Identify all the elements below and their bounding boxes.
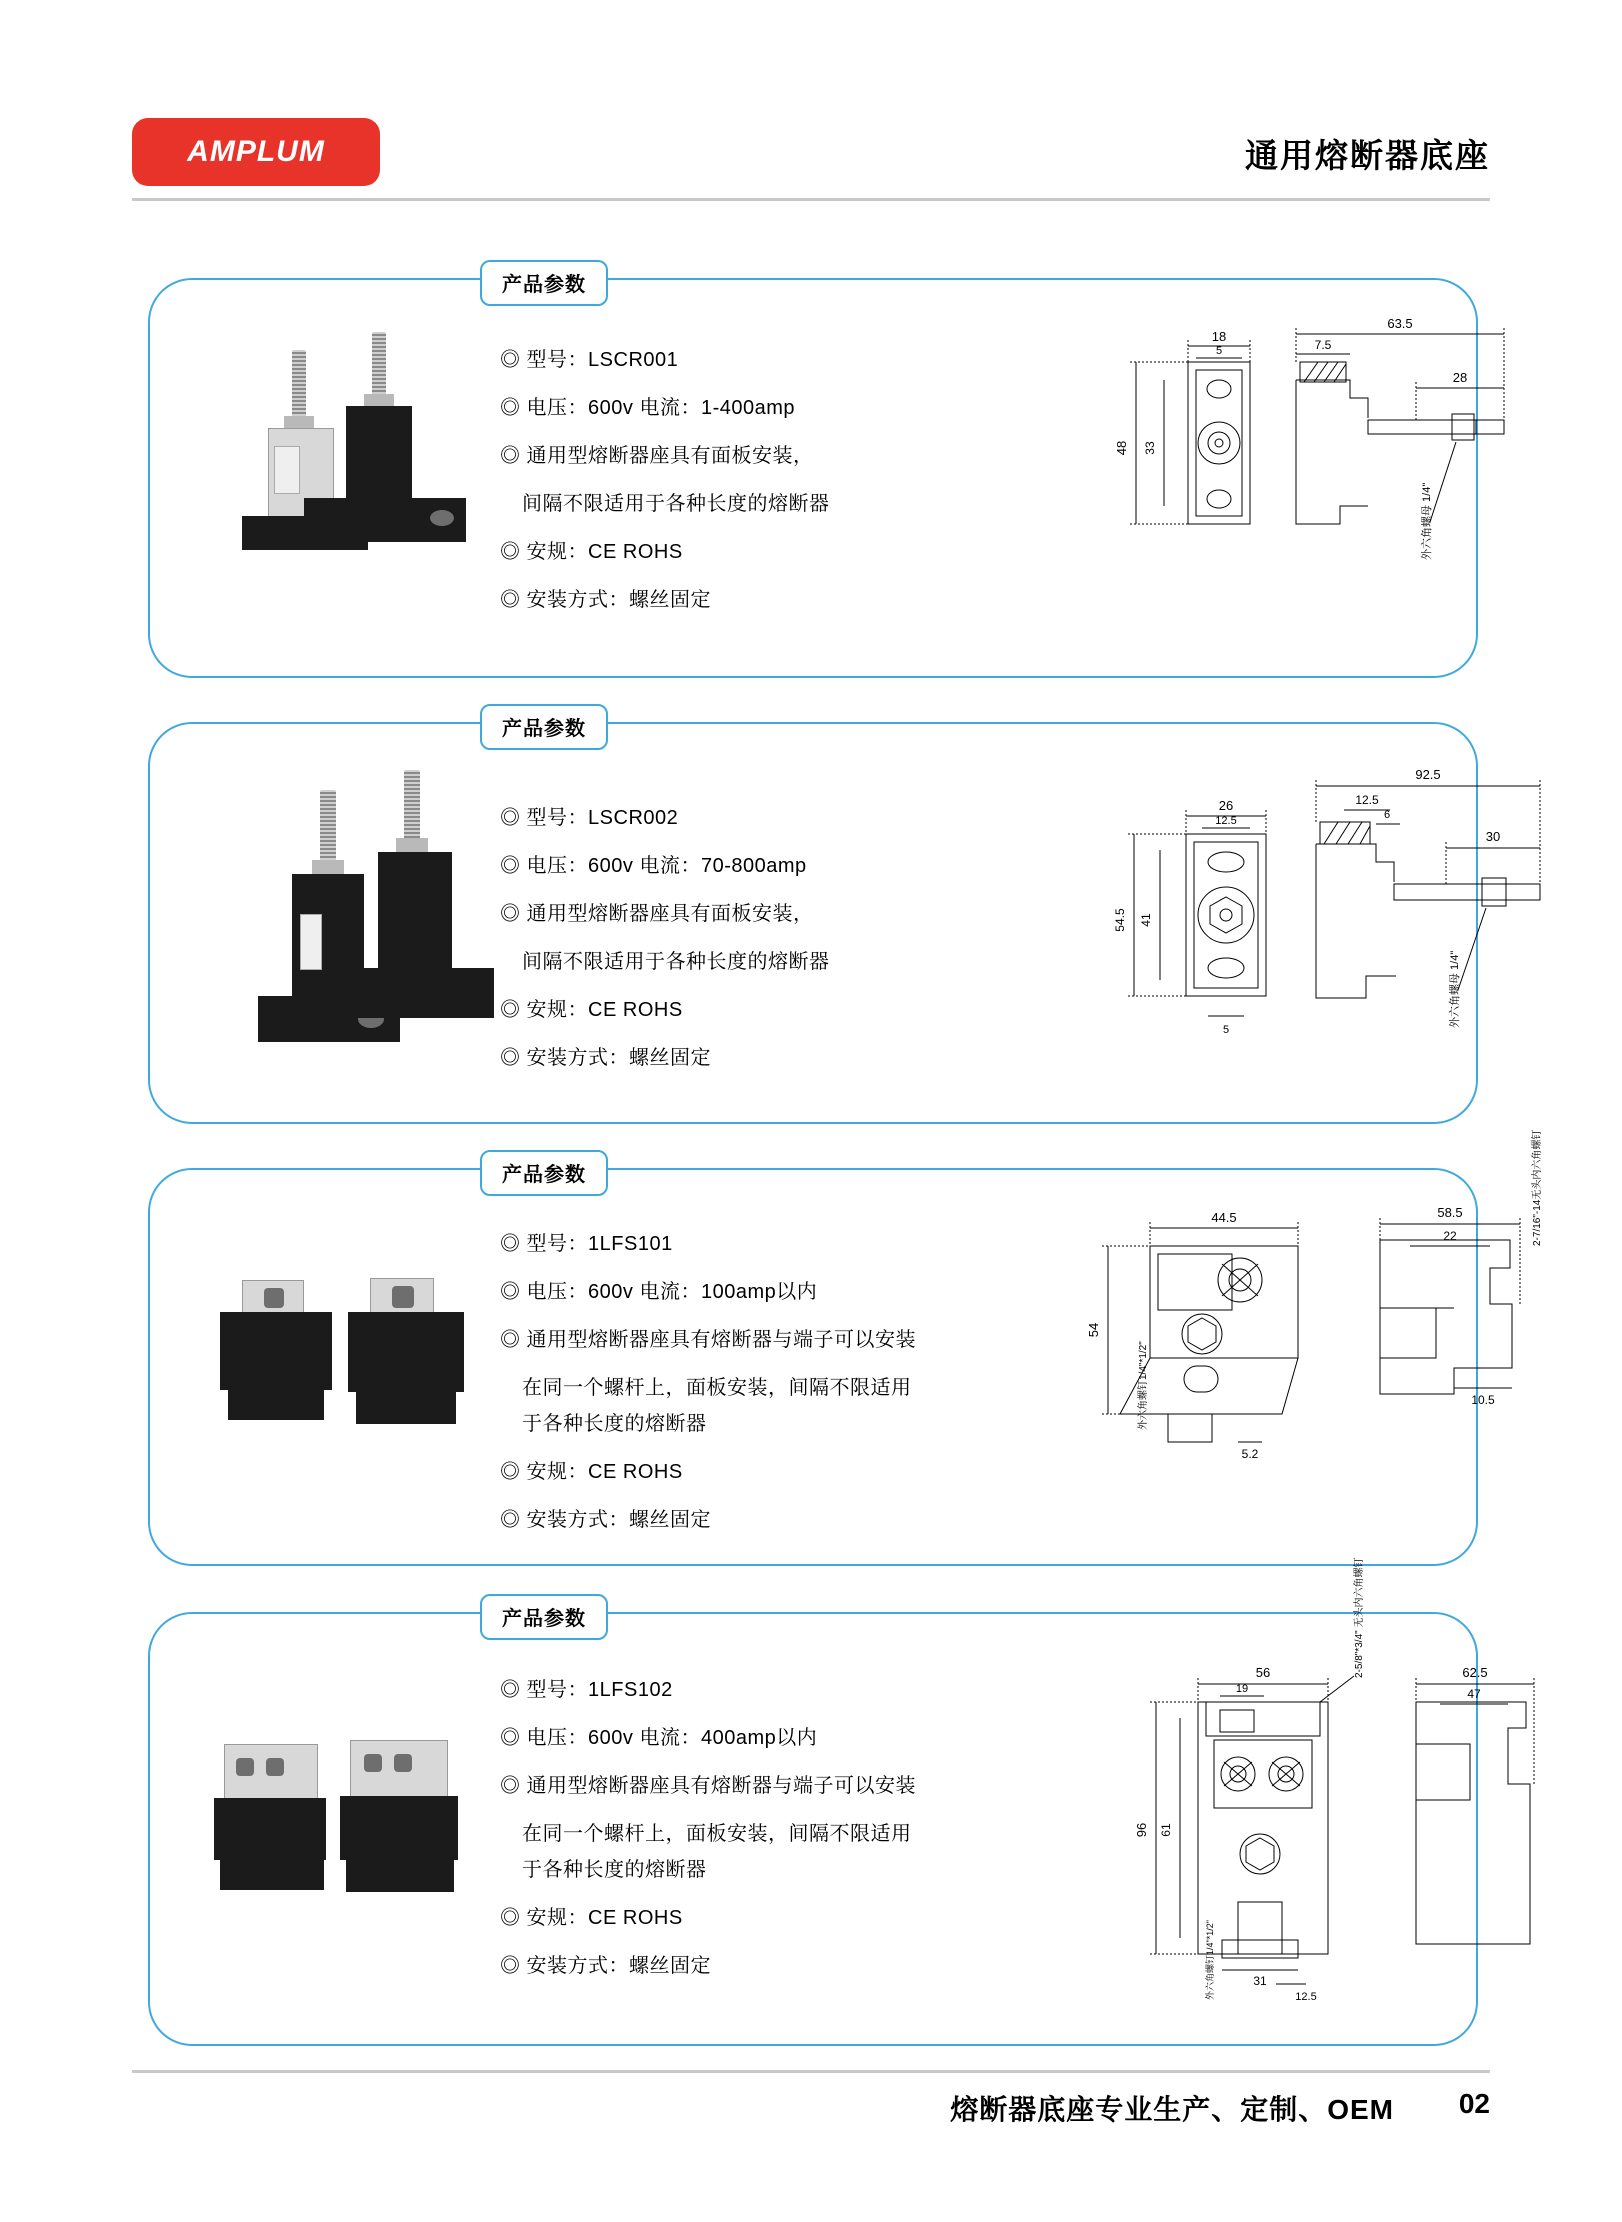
note-hex-nut: 外六角螺母 1/4" bbox=[1449, 950, 1461, 1028]
spec-mounting: ◎ 安装方式：螺丝固定 bbox=[500, 1955, 712, 1977]
dim-18: 18 bbox=[1211, 329, 1227, 344]
product-photo-1lfs102 bbox=[180, 1714, 490, 1944]
spec-voltage: ◎ 电压：600v 电流：100amp以内 bbox=[500, 1281, 818, 1303]
spec-desc-2: 间隔不限适用于各种长度的熔断器 bbox=[522, 951, 830, 973]
base-right bbox=[342, 968, 494, 1018]
dim-545: 54.5 bbox=[1113, 908, 1127, 932]
note-hex-nut: 外六角螺母 1/4" bbox=[1421, 482, 1433, 560]
screw-right-1 bbox=[364, 1754, 382, 1772]
drawing-svg bbox=[1090, 752, 1620, 1092]
product-card-1lfs101 bbox=[148, 1129, 1543, 1566]
product-photo-lscr002 bbox=[180, 764, 480, 1074]
body-left bbox=[214, 1798, 326, 1860]
spec-desc-1: ◎ 通用型熔断器座具有熔断器与端子可以安装 bbox=[500, 1329, 917, 1351]
stud-right bbox=[404, 770, 420, 842]
note-hex-screw: 外六角螺钉1/4"*1/2" bbox=[1138, 1341, 1149, 1430]
footer-text: 熔断器底座专业生产、定制、OEM bbox=[950, 2094, 1394, 2125]
body-right bbox=[346, 406, 412, 502]
dim-52: 5.2 bbox=[1241, 1447, 1259, 1461]
product-card-lscr002 bbox=[148, 718, 1501, 1124]
spec-desc-1: ◎ 通用型熔断器座具有面板安装， bbox=[500, 903, 814, 925]
spec-mounting: ◎ 安装方式：螺丝固定 bbox=[500, 1509, 712, 1531]
dim-28: 28 bbox=[1452, 370, 1468, 385]
drawing-svg bbox=[1050, 1129, 1610, 1538]
dim-56: 56 bbox=[1255, 1665, 1271, 1680]
spec-voltage: ◎ 电压：600v 电流：400amp以内 bbox=[500, 1727, 818, 1749]
dim-125: 12.5 bbox=[1215, 815, 1237, 827]
dim-54: 54 bbox=[1086, 1322, 1101, 1338]
dim-22: 22 bbox=[1443, 1229, 1457, 1243]
dim-625: 62.5 bbox=[1462, 1665, 1488, 1680]
card-label: 产品参数 bbox=[480, 1150, 608, 1196]
screw-left-1 bbox=[236, 1758, 254, 1776]
product-card-lscr001 bbox=[148, 274, 1478, 678]
spec-standard: ◎ 安规：CE ROHS bbox=[500, 541, 683, 563]
dim-19: 19 bbox=[1235, 1683, 1249, 1695]
body-right bbox=[340, 1796, 458, 1860]
dim-925: 92.5 bbox=[1415, 767, 1441, 782]
foot-right bbox=[346, 1856, 454, 1892]
page-number: 02 bbox=[1458, 2088, 1490, 2119]
dim-75: 7.5 bbox=[1314, 338, 1332, 352]
body-right bbox=[378, 852, 452, 972]
tech-drawing-lscr001 bbox=[1100, 310, 1620, 650]
spec-list-lscr002 bbox=[500, 800, 830, 1088]
stud-left bbox=[320, 790, 336, 866]
note-set-screw: 2-5/8"*3/4" 无头内六角螺钉 bbox=[1354, 1557, 1365, 1678]
dim-5: 5 bbox=[1222, 1024, 1230, 1036]
note-hex-screw: 外六角螺钉1/4"*1/2" bbox=[1205, 1920, 1215, 2000]
dim-6: 6 bbox=[1383, 809, 1391, 821]
spec-desc-2: 间隔不限适用于各种长度的熔断器 bbox=[522, 493, 830, 515]
stud-left bbox=[292, 350, 306, 420]
product-card-1lfs102 bbox=[148, 1557, 1488, 2046]
spec-standard: ◎ 安规：CE ROHS bbox=[500, 1461, 683, 1483]
page-footer bbox=[132, 2070, 1490, 2130]
spec-voltage: ◎ 电压：600v 电流：1-400amp bbox=[500, 397, 796, 419]
page-header bbox=[132, 118, 1490, 196]
spec-model: ◎ 型号：LSCR001 bbox=[500, 349, 679, 371]
tech-drawing-1lfs101 bbox=[1050, 1129, 1610, 1538]
body-left bbox=[220, 1312, 332, 1390]
page-title: 通用熔断器底座 bbox=[1245, 137, 1490, 174]
dim-635: 63.5 bbox=[1387, 316, 1413, 331]
foot-right bbox=[356, 1388, 456, 1424]
footer-divider bbox=[132, 2070, 1490, 2073]
screw-left bbox=[264, 1288, 284, 1308]
dim-33: 33 bbox=[1143, 441, 1157, 455]
dim-96: 96 bbox=[1134, 1822, 1149, 1838]
spec-standard: ◎ 安规：CE ROHS bbox=[500, 999, 683, 1021]
tech-drawing-lscr002 bbox=[1090, 752, 1620, 1092]
brand-logo bbox=[132, 118, 380, 186]
spec-standard: ◎ 安规：CE ROHS bbox=[500, 1907, 683, 1929]
dim-445: 44.5 bbox=[1211, 1210, 1237, 1225]
body-label-left bbox=[300, 914, 322, 970]
card-label: 产品参数 bbox=[480, 260, 608, 306]
spec-mounting: ◎ 安装方式：螺丝固定 bbox=[500, 589, 712, 611]
dim-31: 31 bbox=[1253, 1974, 1267, 1988]
spec-list-1lfs101 bbox=[500, 1226, 916, 1550]
dim-61: 61 bbox=[1159, 1823, 1173, 1837]
drawing-svg bbox=[1110, 1557, 1610, 2014]
spec-model: ◎ 型号：LSCR002 bbox=[500, 807, 679, 829]
spec-desc-1: ◎ 通用型熔断器座具有熔断器与端子可以安装 bbox=[500, 1775, 917, 1797]
foot-left bbox=[220, 1856, 324, 1890]
product-photo-1lfs101 bbox=[180, 1250, 480, 1480]
screw-left-2 bbox=[266, 1758, 284, 1776]
spec-desc-3: 于各种长度的熔断器 bbox=[522, 1859, 707, 1881]
dim-26: 26 bbox=[1218, 798, 1234, 813]
product-photo-lscr001 bbox=[180, 328, 470, 628]
screw-right bbox=[392, 1286, 414, 1308]
spec-voltage: ◎ 电压：600v 电流：70-800amp bbox=[500, 855, 807, 877]
card-label: 产品参数 bbox=[480, 1594, 608, 1640]
note-set-screw: 2-7/16"-14无头内六角螺钉 bbox=[1532, 1129, 1543, 1246]
dim-41: 41 bbox=[1139, 913, 1153, 927]
card-label: 产品参数 bbox=[480, 704, 608, 750]
spec-model: ◎ 型号：1LFS101 bbox=[500, 1233, 673, 1255]
spec-desc-1: ◎ 通用型熔断器座具有面板安装， bbox=[500, 445, 814, 467]
dim-125: 12.5 bbox=[1295, 1991, 1317, 2003]
body-right bbox=[348, 1312, 464, 1392]
dim-585: 58.5 bbox=[1437, 1205, 1463, 1220]
dim-125b: 12.5 bbox=[1355, 793, 1379, 807]
drawing-svg bbox=[1100, 310, 1620, 650]
dim-47: 47 bbox=[1467, 1687, 1481, 1701]
body-label-left bbox=[274, 446, 300, 494]
dim-105: 10.5 bbox=[1471, 1393, 1495, 1407]
dim-48: 48 bbox=[1114, 440, 1129, 456]
spec-list-1lfs102 bbox=[500, 1672, 916, 1996]
header-divider bbox=[132, 198, 1490, 201]
dim-30: 30 bbox=[1485, 829, 1501, 844]
foot-left bbox=[228, 1386, 324, 1420]
spec-mounting: ◎ 安装方式：螺丝固定 bbox=[500, 1047, 712, 1069]
spec-desc-3: 于各种长度的熔断器 bbox=[522, 1413, 707, 1435]
logo-text: AMPLUM bbox=[187, 135, 325, 168]
stud-right bbox=[372, 332, 386, 398]
dim-5: 5 bbox=[1215, 345, 1223, 357]
base-hole-right bbox=[430, 510, 454, 526]
spec-list-lscr001 bbox=[500, 342, 830, 630]
tech-drawing-1lfs102 bbox=[1110, 1557, 1610, 2014]
screw-right-2 bbox=[394, 1754, 412, 1772]
spec-desc-2: 在同一个螺杆上，面板安装，间隔不限适用 bbox=[522, 1377, 912, 1399]
spec-model: ◎ 型号：1LFS102 bbox=[500, 1679, 673, 1701]
spec-desc-2: 在同一个螺杆上，面板安装，间隔不限适用 bbox=[522, 1823, 912, 1845]
